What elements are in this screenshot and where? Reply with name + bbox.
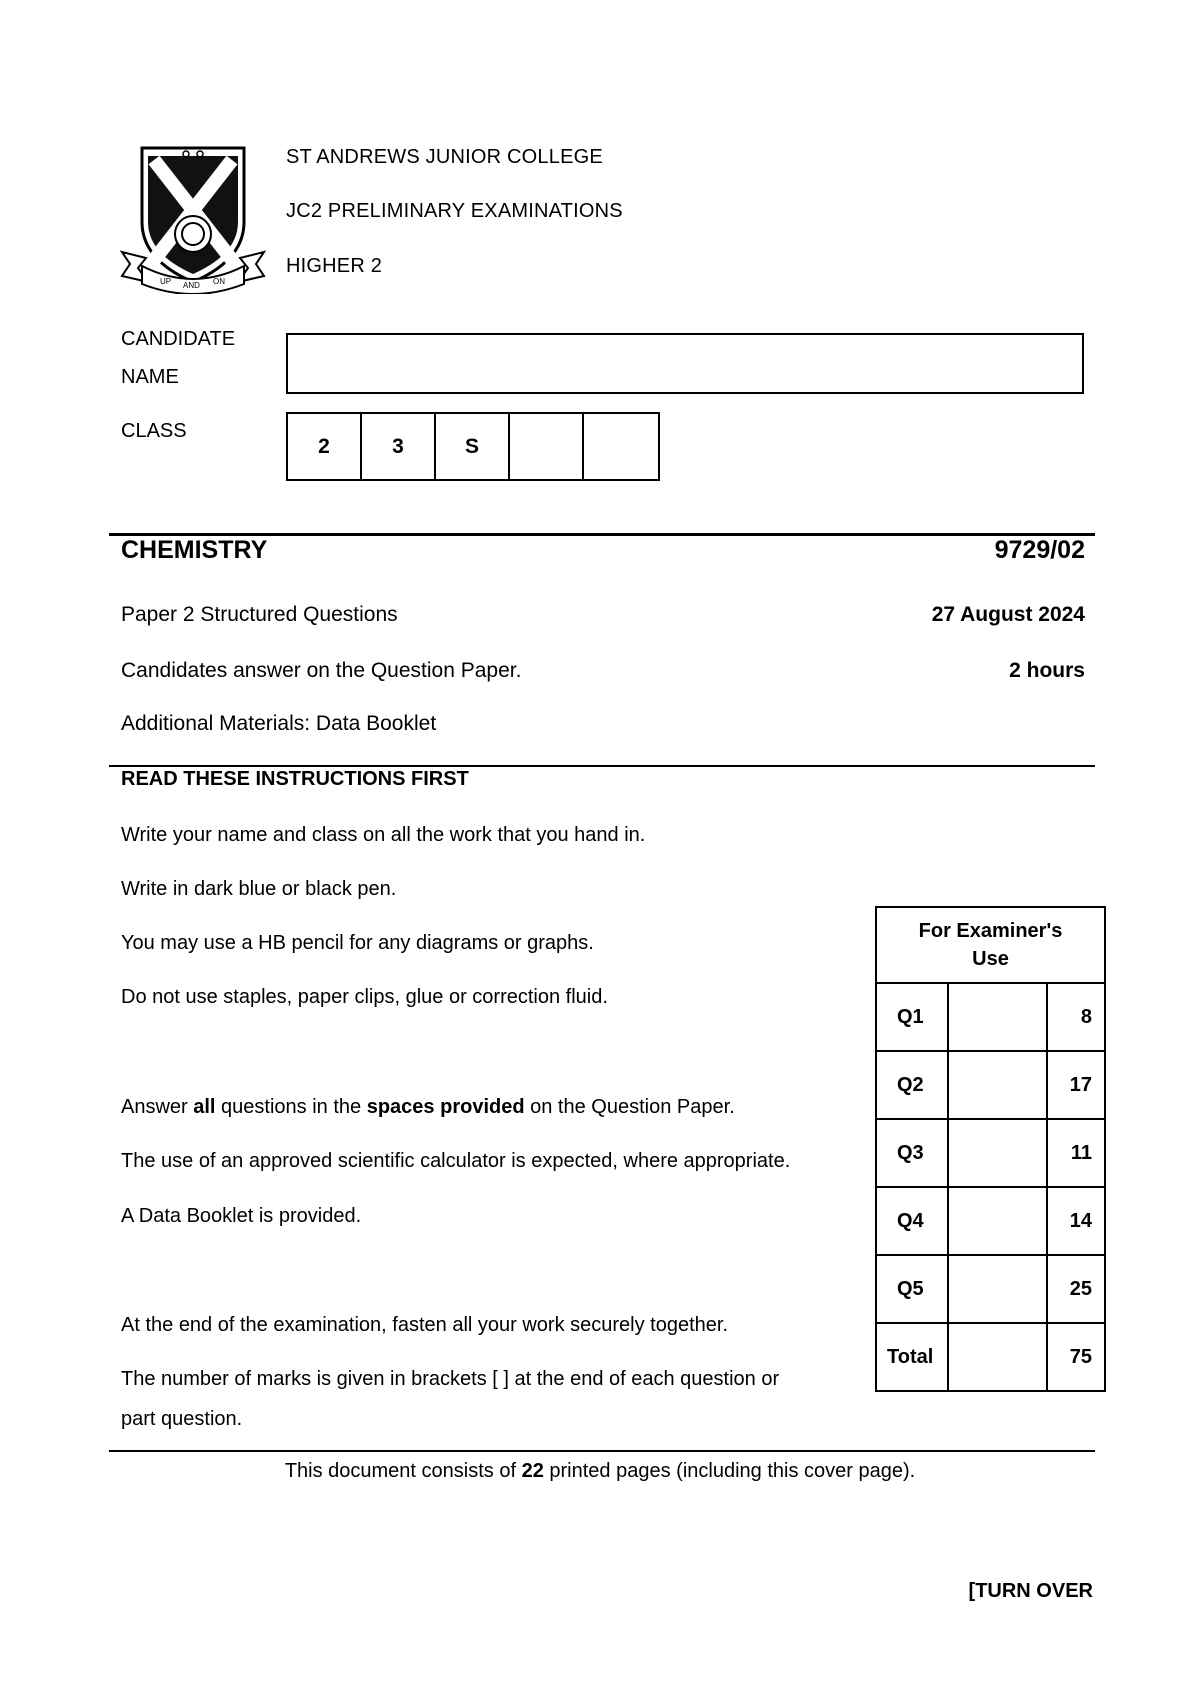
question-label: Q3 xyxy=(876,1119,948,1187)
score-cell[interactable] xyxy=(948,1187,1047,1255)
calculator-instruction: The use of an approved scientific calculator is expected, where appropriate. xyxy=(121,1150,791,1172)
score-cell[interactable] xyxy=(948,1051,1047,1119)
footer-page-count: 22 xyxy=(521,1460,544,1482)
instruction-1: Write your name and class on all the work that you hand in. xyxy=(121,824,646,846)
materials-label: Additional Materials: Data Booklet xyxy=(121,712,437,735)
class-box-3: S xyxy=(436,414,510,479)
page-count-note xyxy=(0,1460,1200,1483)
table-row xyxy=(876,1323,1105,1391)
exam-title: JC2 PRELIMINARY EXAMINATIONS xyxy=(286,200,623,222)
answer-all-text-2: questions in the xyxy=(215,1096,367,1118)
candidate-label-line2: NAME xyxy=(121,366,179,388)
exam-date: 27 August 2024 xyxy=(931,603,1085,626)
class-box-2: 3 xyxy=(362,414,436,479)
total-score-cell[interactable] xyxy=(948,1323,1047,1391)
instruction-3: You may use a HB pencil for any diagrams or graphs. xyxy=(121,932,594,954)
score-cell[interactable] xyxy=(948,983,1047,1051)
marks-instruction-line1: The number of marks is given in brackets [ ] at the end of each question or xyxy=(121,1368,780,1390)
candidate-label-line1: CANDIDATE xyxy=(121,328,236,350)
answer-all-bold-2: spaces provided xyxy=(366,1096,525,1118)
question-label: Q4 xyxy=(876,1187,948,1255)
score-cell[interactable] xyxy=(948,1255,1047,1323)
instruction-4: Do not use staples, paper clips, glue or correction fluid. xyxy=(121,986,608,1008)
answer-on-label: Candidates answer on the Question Paper. xyxy=(121,659,522,682)
turn-over-label: [TURN OVER xyxy=(968,1580,1093,1602)
question-label: Q2 xyxy=(876,1051,948,1119)
answer-all-instruction xyxy=(121,1096,735,1119)
table-row xyxy=(876,983,1105,1051)
table-row xyxy=(876,1187,1105,1255)
footer-text-1: This document consists of xyxy=(284,1460,522,1482)
instructions-heading: READ THESE INSTRUCTIONS FIRST xyxy=(121,768,469,790)
marks-instruction-line2: part question. xyxy=(121,1408,243,1430)
subject-title: CHEMISTRY xyxy=(121,536,268,564)
class-label: CLASS xyxy=(121,420,187,442)
fasten-instruction: At the end of the examination, fasten all your work securely together. xyxy=(121,1314,729,1336)
paper-name: Paper 2 Structured Questions xyxy=(121,603,398,626)
examiner-heading-line1: For Examiner's xyxy=(918,920,1063,942)
class-box-5[interactable] xyxy=(584,414,658,479)
max-marks: 8 xyxy=(1047,983,1105,1051)
class-boxes xyxy=(286,412,660,481)
score-cell[interactable] xyxy=(948,1119,1047,1187)
total-max-marks: 75 xyxy=(1047,1323,1105,1391)
max-marks: 17 xyxy=(1047,1051,1105,1119)
candidate-name-field[interactable] xyxy=(286,333,1084,394)
max-marks: 14 xyxy=(1047,1187,1105,1255)
examiner-heading-line2: Use xyxy=(972,948,1009,970)
crest-motto-1: UP xyxy=(160,277,172,286)
table-row xyxy=(876,1119,1105,1187)
table-row xyxy=(876,1255,1105,1323)
booklet-instruction: A Data Booklet is provided. xyxy=(121,1205,362,1227)
paper-code: 9729/02 xyxy=(994,536,1085,564)
answer-all-text-3: on the Question Paper. xyxy=(524,1096,735,1118)
school-name: ST ANDREWS JUNIOR COLLEGE xyxy=(286,146,603,168)
question-label: Q5 xyxy=(876,1255,948,1323)
college-crest-logo xyxy=(118,142,268,294)
answer-all-text-1: Answer xyxy=(121,1096,194,1118)
divider-bottom xyxy=(109,1450,1095,1452)
candidate-name-label xyxy=(121,320,235,396)
table-row xyxy=(876,1051,1105,1119)
divider-instructions xyxy=(109,765,1095,767)
duration-label: 2 hours xyxy=(1009,659,1085,682)
class-box-4[interactable] xyxy=(510,414,584,479)
instruction-2: Write in dark blue or black pen. xyxy=(121,878,397,900)
footer-text-2: printed pages (including this cover page). xyxy=(543,1460,916,1482)
examiner-table-header-row xyxy=(876,907,1105,983)
crest-motto-3: ON xyxy=(213,277,225,286)
examiner-table-heading xyxy=(876,907,1105,983)
level-label: HIGHER 2 xyxy=(286,255,383,277)
total-label: Total xyxy=(876,1323,948,1391)
crest-motto-2: AND xyxy=(183,281,200,290)
answer-all-bold-1: all xyxy=(193,1096,216,1118)
max-marks: 11 xyxy=(1047,1119,1105,1187)
class-box-1: 2 xyxy=(288,414,362,479)
question-label: Q1 xyxy=(876,983,948,1051)
examiner-use-table xyxy=(875,906,1106,1392)
max-marks: 25 xyxy=(1047,1255,1105,1323)
